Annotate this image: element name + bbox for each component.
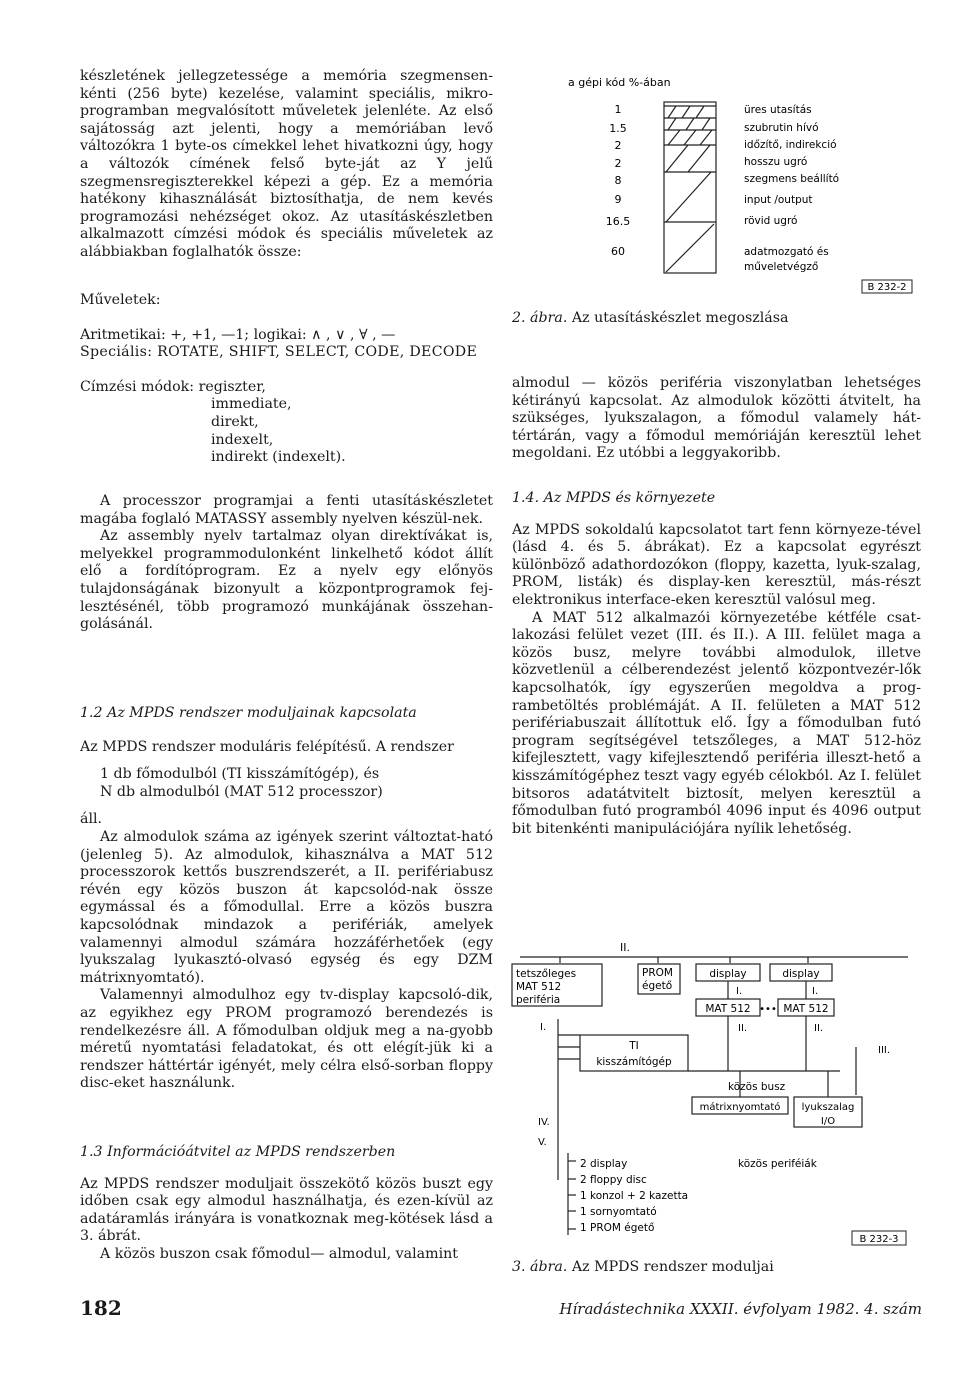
box-label: TI [629,1040,639,1052]
bus-label: közös busz [728,1081,786,1093]
section-heading: 1.2 Az MPDS rendszer moduljainak kapcsolata [80,705,417,721]
figure-code: B 232-2 [867,282,907,293]
pct-label: 2 [614,157,622,170]
addressing-mode: indirekt (indexelt). [211,449,346,466]
category-label: hosszu ugró [744,156,808,168]
legend-item: 1 konzol + 2 kazetta [580,1190,689,1202]
box-label: MAT 512 [705,1003,751,1015]
paragraph: áll. [80,811,103,828]
legend-item: 1 PROM égető [580,1222,655,1234]
caption-text: Az MPDS rendszer moduljai [571,1259,774,1275]
addressing-mode: regiszter, [198,378,266,395]
paragraph: Az assembly nyelv tartalmaz olyan direktívákat is, melyekkel programmodulonként linkelhető kódot állít elő a fordítóprogram. Ez a nyelv egy előnyös tulajdonságának bizonyult a központprogramok fej-lesztésénél, több programozó munkájának összehan-golásánál. [80,528,493,633]
figure-code: B 232-3 [859,1234,899,1245]
category-label: szubrutin hívó [744,122,819,134]
box-label: mátrixnyomtató [699,1102,781,1113]
category-label: üres utasítás [744,104,812,116]
section-heading: 1.4. Az MPDS és környezete [512,490,716,506]
box-label: kisszámítógép [596,1056,672,1068]
box-label: lyukszalag [801,1102,855,1113]
category-label: műveletvégző [744,261,819,273]
pct-label: 2 [614,139,622,152]
operations-title: Műveletek: [80,292,161,308]
operations-arith: Aritmetikai: +, +1, —1; logikai: ∧ , ∨ , ∀ , — [80,326,396,343]
list-item: N db almodulból (MAT 512 processzor) [100,783,383,800]
paragraph: A közös buszon csak főmodul— almodul, valamint [100,1245,458,1262]
legend-item: 1 sornyomtató [580,1206,657,1218]
operations-block [80,292,493,467]
box-label: I/O [820,1116,836,1127]
pct-label: 60 [611,245,625,258]
box-label: MAT 512 [783,1003,829,1015]
section-1-3 [80,1144,493,1264]
addressing-mode: indexelt, [211,431,274,448]
paragraph: A processzor programjai a fenti utasításkészletet magába foglaló MATASSY assembly nyelven készül-nek. [80,493,493,527]
box-label: MAT 512 [516,981,562,993]
section-heading: 1.3 Információátvitel az MPDS rendszerben [80,1144,396,1160]
pct-label: 9 [614,193,622,206]
figure-2-category-labels [744,104,839,273]
interface-label: III. [878,1045,891,1056]
interface-label: II. [814,1023,824,1034]
interface-label: I. [540,1022,547,1033]
box-label: display [709,968,747,980]
addressing-mode: direkt, [211,413,259,430]
paragraph: A MAT 512 alkalmazói környezetébe kétféle csat-lakozási felület vezet (III. és II.). A III. felület maga a közös busz, melyre további almodulok, illetve közvetlenül a célberendezést jelentő központvezér-lők kapcsolhatók, így egyszerűen megoldva a prog-rambetöltés problémáját. A II. felületen a MAT 512 perifériabuszait állítottuk elő. Így a főmodulban futó program segítségével tetszőleges, a MAT 512-höz kifejlesztett, vagy kifejlesztendő periféria illeszt-hető a kisszámítógéphez teszt vagy egyéb célokból. Az I. felület bitsoros adatátvitelt biztosít, melyen keresztül a főmodulban futó programból 4096 input és 4096 output bit bitenkénti manipulációjára nyílik lehetőség. [512,609,921,837]
pct-label: 8 [614,174,622,187]
category-label: input /output [744,194,813,206]
dots: ••• [759,1004,777,1015]
common-peripherals-label: közös periféiák [738,1158,817,1170]
left-column-2 [80,493,493,634]
category-label: adatmozgató és [744,246,829,258]
paragraph: almodul — közös periféria viszonylatban lehetséges kétirányú kapcsolat. Az almodulok közötti átvitelt, ha szükséges, lyukszalagon, a főmodul valamely hát-tértárán, vagy a főmodul memóriáján keresztül lehet megoldani. Ez utóbbi a leggyakoribb. [512,375,921,462]
paragraph: Valamennyi almodulhoz egy tv-display kapcsoló-dik, az egyikhez egy PROM programozó berendezés is rendelkezésre áll. A főmodulban oldjuk meg a na-gyobb méretű nyomtatási feladatokat, és ott elégít-jük ki a rendszer háttértár igényét, mely célra első-sorban floppy disc-eket használunk. [80,987,493,1092]
figure-2-caption [512,310,789,326]
figure-2-percent-column [606,103,631,258]
journal-footer: Híradástechnika XXXII. évfolyam 1982. 4. szám [559,1300,922,1318]
paragraph: készletének jellegzetessége a memória szegmensen-kénti (256 byte) kezelése, valamint speciális, mikro-programban megvalósított műveletek jelenléte. Az első sajátosság azt jelenti, hogy a memóriában levő változókra 1 byte-os címekkel lehet hivatkozni úgy, hogy a változók címének felső byte-ját az Y jelű szegmensregiszterekkel képezi a gép. Ez a memória hatékony kihasználását biztosíthatja, de nem kevés programozási nehézséget okoz. Az utasításkészletben alkalmazott címzési módok és speciális műveletek az alábbiakban foglalhatók össze: [80,68,493,260]
interface-label: II. [738,1023,748,1034]
paragraph: Az MPDS rendszer moduljait összekötő közös buszt egy időben csak egy almodul használhatja, és ezen-kívül az adatáramlás irányára is vonatkoznak meg-kötések lásd a 3. ábrát. [80,1175,493,1245]
legend-item: 2 floppy disc [580,1174,647,1186]
left-column [80,68,493,262]
box-label: tetszőleges [516,968,577,980]
interface-label: I. [736,986,743,997]
list-item: 1 db főmodulból (TI kisszámítógép), és [100,766,380,783]
paragraph: Az MPDS rendszer moduláris felépítésű. A rendszer [80,738,454,755]
figure-2-instruction-distribution [556,72,916,322]
right-column [512,375,921,463]
interface-label: V. [538,1137,547,1148]
caption-text: Az utasításkészlet megoszlása [571,310,789,326]
box-label: PROM [642,967,673,979]
interface-label: II. [620,941,630,954]
pct-label: 16.5 [605,215,631,228]
figure-2-title: a gépi kód %-ában [568,76,671,89]
box-label: display [782,968,820,980]
pct-label: 1.5 [609,122,627,135]
figure-3-caption [512,1259,774,1275]
figure-3-module-diagram [510,935,920,1255]
figure-2-bar [664,102,716,273]
box-label: égető [642,980,673,992]
interface-label: IV. [538,1117,550,1128]
category-label: időzítő, indirekció [744,139,837,151]
caption-number: 2. ábra. [512,310,568,326]
page-number: 182 [80,1296,122,1320]
paragraph: Az almodulok száma az igények szerint változtat-ható (jelenleg 5). Az almodulok, kihasználva a MAT 512 processzorok kettős buszrendszerét, a II. perifériabusz révén egy közös buszon át kapcsolód-nak össze egymással és a főmodullal. Erre a közös buszra kapcsolódnak mindazok a perifériák, amelyek valamennyi almodul számára hozzáférhetőek (egy lyukszalag lyukasztó-olvasó egység és egy DZM mátrixnyomtató). [80,828,493,986]
section-1-4 [512,490,921,838]
box-label: periféria [516,994,561,1006]
category-label: rövid ugró [744,215,798,227]
section-1-2 [80,705,493,1093]
paragraph: Az MPDS sokoldalú kapcsolatot tart fenn környeze-tével (lásd 4. és 5. ábrákat). Ez a kapcsolat egyrészt különböző adathordozókon (floppy, kazetta, lyuk-szalag, PROM, listák) és display-ken keresztül, más-részt elektronikus interface-eken keresztül valósul meg. [512,521,921,608]
interface-label: I. [812,986,819,997]
addressing-label: Címzési módok: [80,378,195,395]
operations-special: Speciális: ROTATE, SHIFT, SELECT, CODE, DECODE [80,344,478,361]
addressing-mode: immediate, [211,396,292,413]
pct-label: 1 [614,103,622,116]
category-label: szegmens beállító [744,173,840,185]
legend-item: 2 display [580,1158,628,1170]
caption-number: 3. ábra. [512,1259,568,1275]
